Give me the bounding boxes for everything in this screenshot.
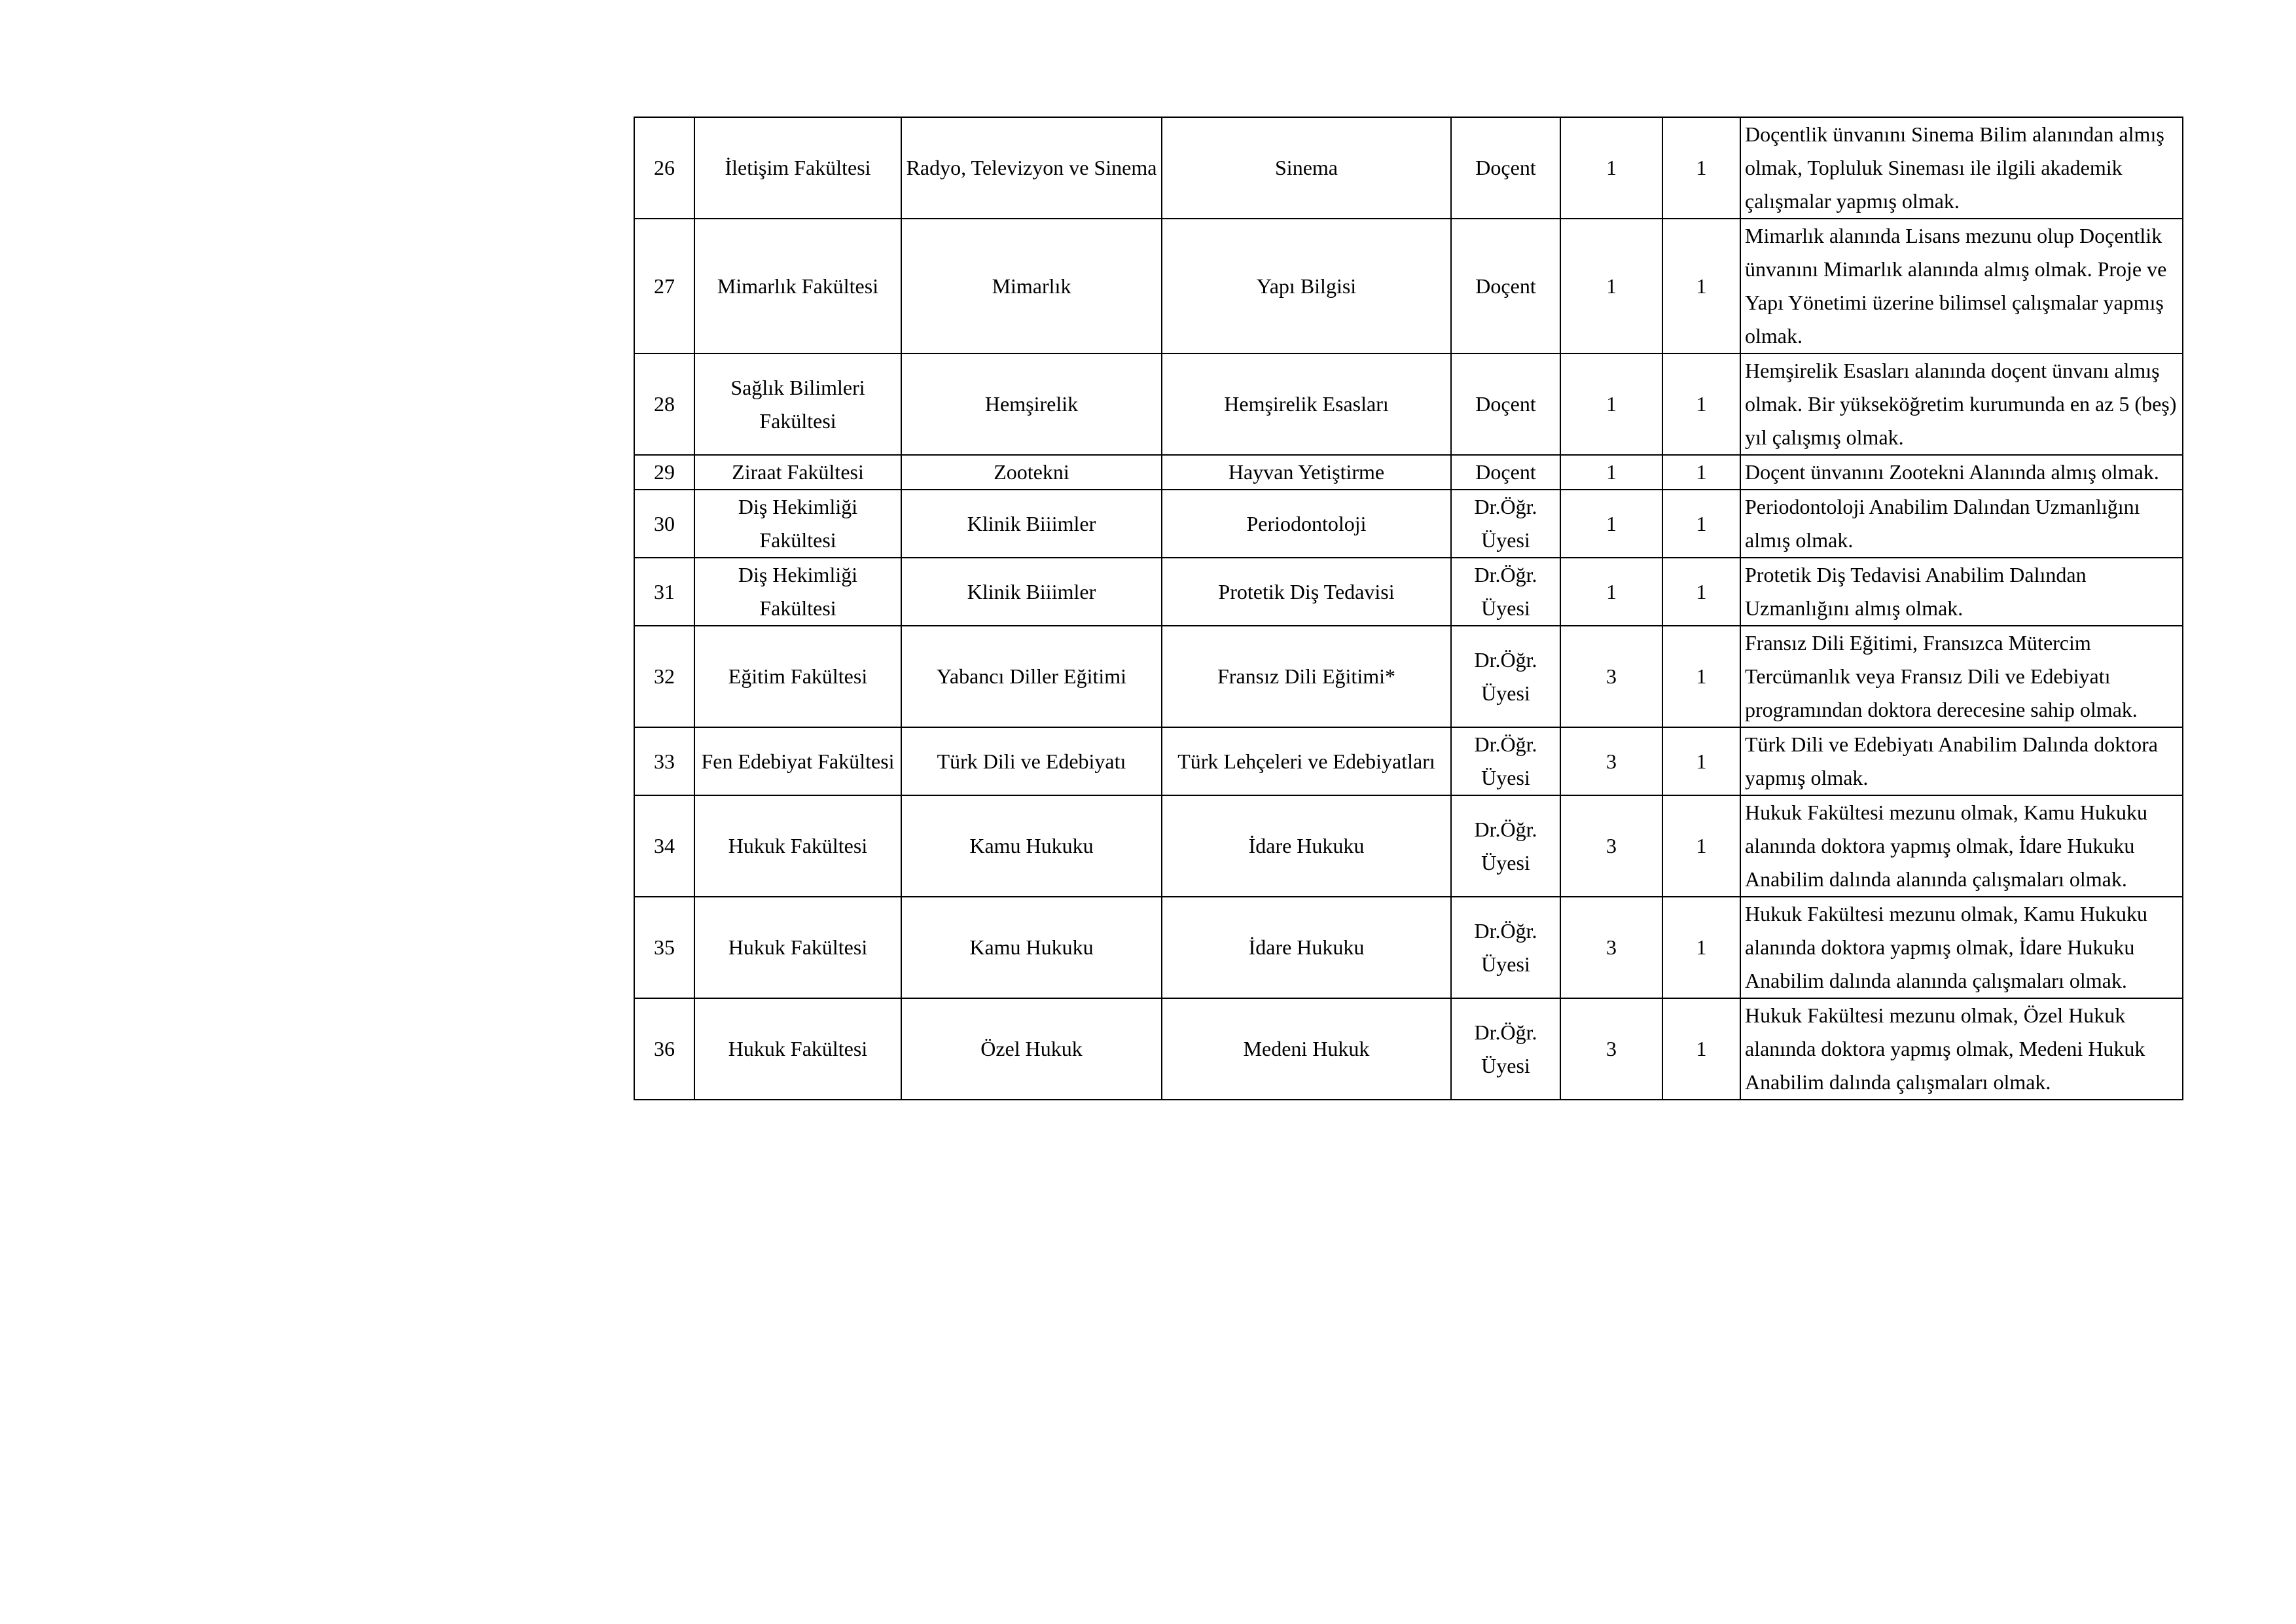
cell-program: Sinema <box>1162 117 1451 219</box>
cell-title: Doçent <box>1451 353 1560 455</box>
table-row <box>634 727 2183 795</box>
cell-department: Radyo, Televizyon ve Sinema <box>901 117 1162 219</box>
cell-no: 36 <box>634 998 694 1100</box>
table-row <box>634 219 2183 353</box>
cell-condition: Hukuk Fakültesi mezunu olmak, Kamu Hukuku alanında doktora yapmış olmak, İdare Hukuku Anabilim dalında alanında çalışmaları olmak. <box>1740 795 2183 897</box>
cell-degree: 1 <box>1560 455 1662 490</box>
cell-title: Dr.Öğr. Üyesi <box>1451 558 1560 626</box>
cell-condition: Hemşirelik Esasları alanında doçent ünvanı almış olmak. Bir yükseköğretim kurumunda en az 5 (beş) yıl çalışmış olmak. <box>1740 353 2183 455</box>
cell-count: 1 <box>1662 897 1740 998</box>
cell-faculty: Ziraat Fakültesi <box>694 455 901 490</box>
cell-degree: 3 <box>1560 897 1662 998</box>
cell-degree: 1 <box>1560 219 1662 353</box>
cell-program: İdare Hukuku <box>1162 795 1451 897</box>
cell-degree: 3 <box>1560 626 1662 727</box>
cell-no: 28 <box>634 353 694 455</box>
cell-title: Dr.Öğr. Üyesi <box>1451 626 1560 727</box>
cell-count: 1 <box>1662 795 1740 897</box>
cell-no: 29 <box>634 455 694 490</box>
cell-no: 35 <box>634 897 694 998</box>
cell-condition: Hukuk Fakültesi mezunu olmak, Kamu Hukuku alanında doktora yapmış olmak, İdare Hukuku Anabilim dalında alanında çalışmaları olmak. <box>1740 897 2183 998</box>
cell-department: Hemşirelik <box>901 353 1162 455</box>
cell-program: Hemşirelik Esasları <box>1162 353 1451 455</box>
cell-degree: 1 <box>1560 558 1662 626</box>
cell-condition: Periodontoloji Anabilim Dalından Uzmanlığını almış olmak. <box>1740 490 2183 558</box>
cell-department: Kamu Hukuku <box>901 795 1162 897</box>
cell-faculty: Eğitim Fakültesi <box>694 626 901 727</box>
cell-program: Türk Lehçeleri ve Edebiyatları <box>1162 727 1451 795</box>
cell-condition: Türk Dili ve Edebiyatı Anabilim Dalında doktora yapmış olmak. <box>1740 727 2183 795</box>
cell-degree: 3 <box>1560 795 1662 897</box>
cell-title: Dr.Öğr. Üyesi <box>1451 795 1560 897</box>
cell-title: Doçent <box>1451 455 1560 490</box>
cell-no: 34 <box>634 795 694 897</box>
cell-department: Zootekni <box>901 455 1162 490</box>
table-row <box>634 998 2183 1100</box>
table-row <box>634 897 2183 998</box>
cell-faculty: İletişim Fakültesi <box>694 117 901 219</box>
cell-count: 1 <box>1662 353 1740 455</box>
cell-program: Medeni Hukuk <box>1162 998 1451 1100</box>
cell-condition: Doçent ünvanını Zootekni Alanında almış olmak. <box>1740 455 2183 490</box>
cell-degree: 3 <box>1560 727 1662 795</box>
cell-program: Protetik Diş Tedavisi <box>1162 558 1451 626</box>
table-row <box>634 795 2183 897</box>
cell-department: Özel Hukuk <box>901 998 1162 1100</box>
cell-department: Türk Dili ve Edebiyatı <box>901 727 1162 795</box>
cell-degree: 1 <box>1560 353 1662 455</box>
cell-count: 1 <box>1662 490 1740 558</box>
table-row <box>634 353 2183 455</box>
cell-faculty: Hukuk Fakültesi <box>694 795 901 897</box>
cell-faculty: Hukuk Fakültesi <box>694 998 901 1100</box>
cell-count: 1 <box>1662 727 1740 795</box>
table-row <box>634 490 2183 558</box>
cell-count: 1 <box>1662 117 1740 219</box>
cell-condition: Doçentlik ünvanını Sinema Bilim alanından almış olmak, Topluluk Sineması ile ilgili akademik çalışmalar yapmış olmak. <box>1740 117 2183 219</box>
cell-count: 1 <box>1662 455 1740 490</box>
cell-department: Yabancı Diller Eğitimi <box>901 626 1162 727</box>
cell-department: Klinik Biiimler <box>901 490 1162 558</box>
cell-condition: Fransız Dili Eğitimi, Fransızca Mütercim Tercümanlık veya Fransız Dili ve Edebiyatı programından doktora derecesine sahip olmak. <box>1740 626 2183 727</box>
cell-program: İdare Hukuku <box>1162 897 1451 998</box>
cell-title: Doçent <box>1451 117 1560 219</box>
cell-count: 1 <box>1662 219 1740 353</box>
cell-count: 1 <box>1662 998 1740 1100</box>
cell-title: Dr.Öğr. Üyesi <box>1451 727 1560 795</box>
positions-table <box>634 117 2183 1100</box>
cell-condition: Protetik Diş Tedavisi Anabilim Dalından Uzmanlığını almış olmak. <box>1740 558 2183 626</box>
cell-department: Kamu Hukuku <box>901 897 1162 998</box>
cell-program: Hayvan Yetiştirme <box>1162 455 1451 490</box>
cell-condition: Mimarlık alanında Lisans mezunu olup Doçentlik ünvanını Mimarlık alanında almış olmak. Proje ve Yapı Yönetimi üzerine bilimsel çalışmalar yapmış olmak. <box>1740 219 2183 353</box>
cell-condition: Hukuk Fakültesi mezunu olmak, Özel Hukuk alanında doktora yapmış olmak, Medeni Hukuk Anabilim dalında çalışmaları olmak. <box>1740 998 2183 1100</box>
table-row <box>634 455 2183 490</box>
cell-no: 26 <box>634 117 694 219</box>
cell-title: Dr.Öğr. Üyesi <box>1451 998 1560 1100</box>
cell-faculty: Diş Hekimliği Fakültesi <box>694 490 901 558</box>
cell-program: Periodontoloji <box>1162 490 1451 558</box>
cell-title: Dr.Öğr. Üyesi <box>1451 490 1560 558</box>
cell-faculty: Mimarlık Fakültesi <box>694 219 901 353</box>
table-row <box>634 626 2183 727</box>
cell-degree: 3 <box>1560 998 1662 1100</box>
cell-no: 32 <box>634 626 694 727</box>
table-row <box>634 117 2183 219</box>
cell-faculty: Hukuk Fakültesi <box>694 897 901 998</box>
cell-program: Yapı Bilgisi <box>1162 219 1451 353</box>
cell-no: 27 <box>634 219 694 353</box>
cell-faculty: Sağlık Bilimleri Fakültesi <box>694 353 901 455</box>
cell-degree: 1 <box>1560 117 1662 219</box>
cell-no: 33 <box>634 727 694 795</box>
cell-faculty: Diş Hekimliği Fakültesi <box>694 558 901 626</box>
cell-no: 30 <box>634 490 694 558</box>
cell-no: 31 <box>634 558 694 626</box>
cell-faculty: Fen Edebiyat Fakültesi <box>694 727 901 795</box>
cell-title: Doçent <box>1451 219 1560 353</box>
cell-degree: 1 <box>1560 490 1662 558</box>
table-row <box>634 558 2183 626</box>
cell-count: 1 <box>1662 558 1740 626</box>
cell-department: Mimarlık <box>901 219 1162 353</box>
cell-count: 1 <box>1662 626 1740 727</box>
cell-title: Dr.Öğr. Üyesi <box>1451 897 1560 998</box>
cell-program: Fransız Dili Eğitimi* <box>1162 626 1451 727</box>
cell-department: Klinik Biiimler <box>901 558 1162 626</box>
